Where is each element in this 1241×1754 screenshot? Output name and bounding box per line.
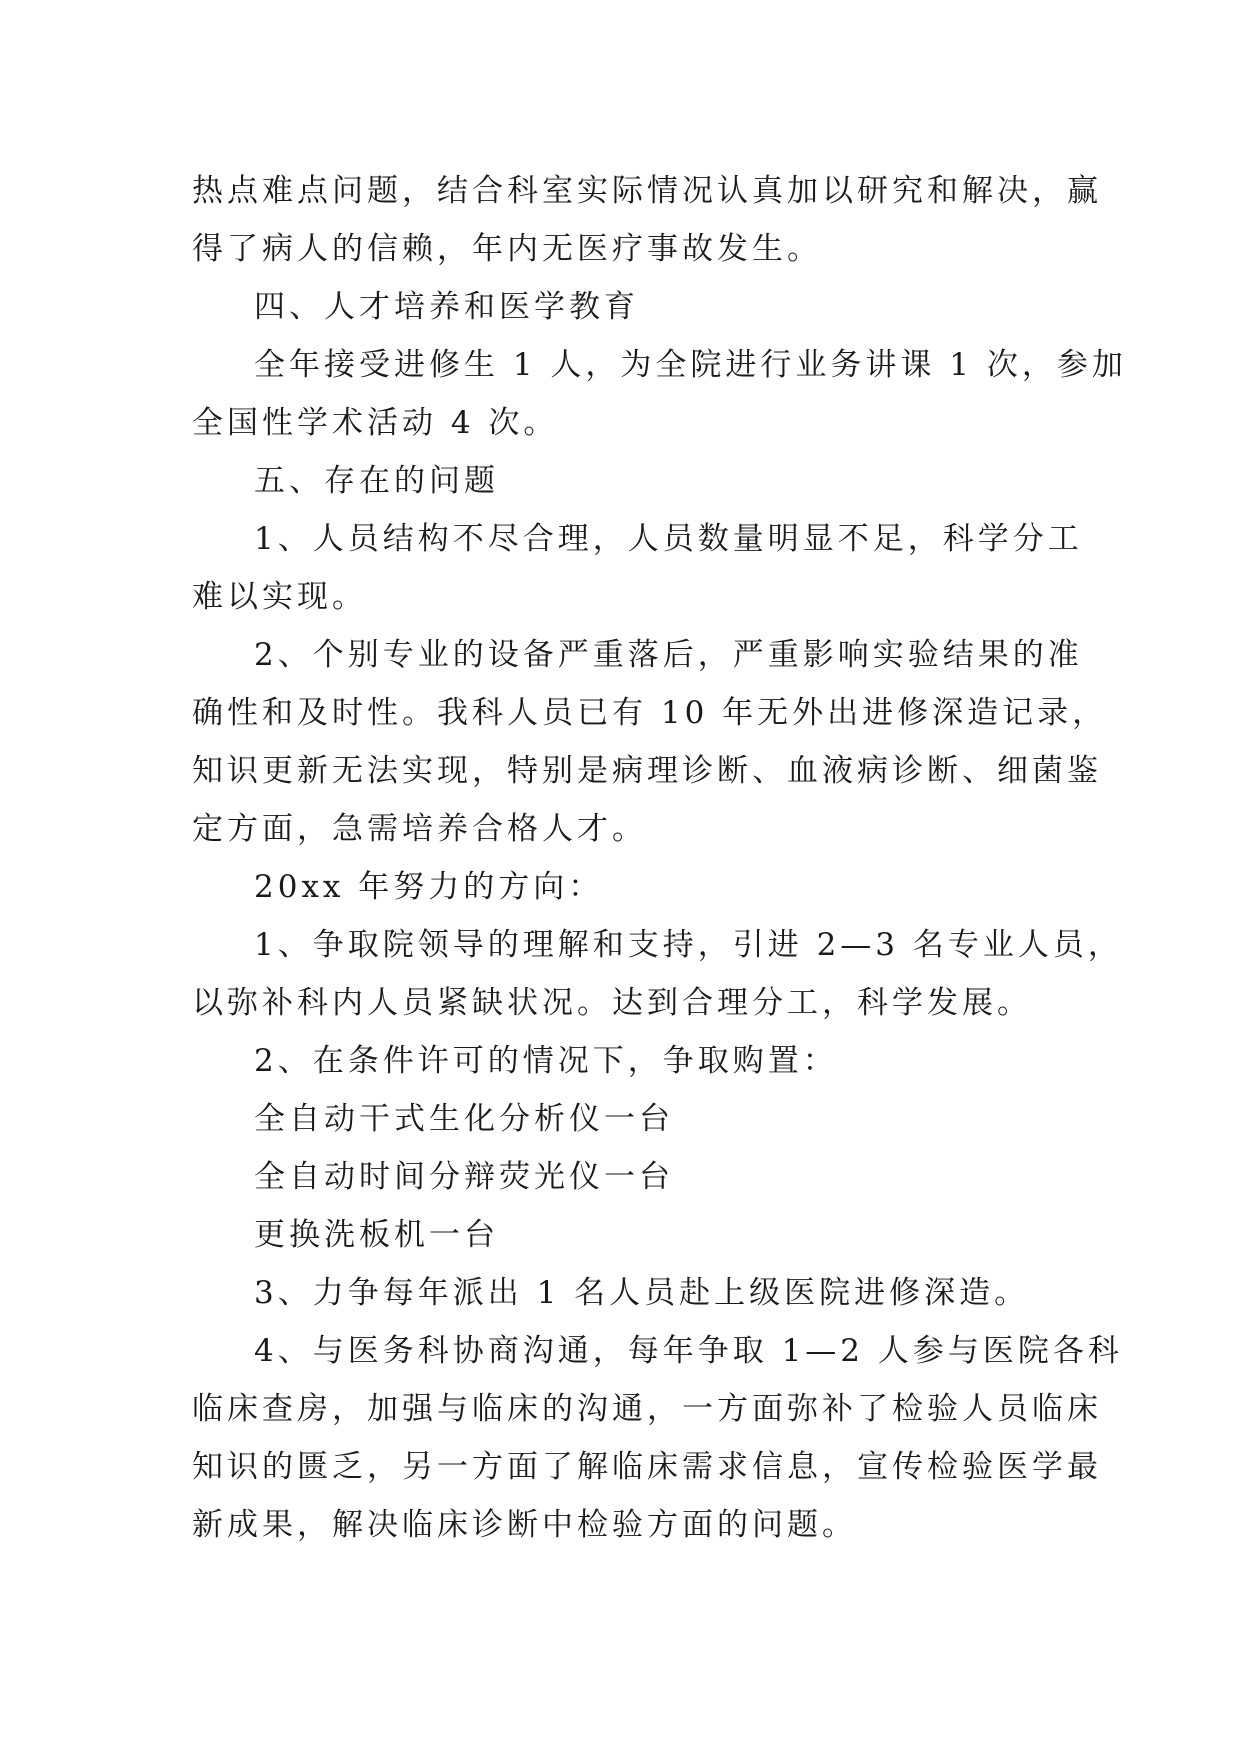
body-line: 新成果，解决临床诊断中检验方面的问题。 (192, 1507, 857, 1543)
equipment-item: 全自动干式生化分析仪一台 (254, 1101, 674, 1137)
section-heading-talent-training: 四、人才培养和医学教育 (254, 289, 639, 325)
equipment-item: 全自动时间分辩荧光仪一台 (254, 1159, 674, 1195)
body-line: 难以实现。 (192, 579, 367, 615)
body-line: 全年接受进修生 1 人，为全院进行业务讲课 1 次，参加 (254, 347, 1127, 383)
list-item-direction-1: 1、争取院领导的理解和支持，引进 2—3 名专业人员， (254, 927, 1123, 963)
body-line: 确性和及时性。我科人员已有 10 年无外出进修深造记录， (192, 695, 1108, 731)
body-line: 以弥补科内人员紧缺状况。达到合理分工，科学发展。 (192, 985, 1032, 1021)
list-item-problem-1: 1、人员结构不尽合理，人员数量明显不足，科学分工 (254, 521, 1083, 557)
body-line: 知识更新无法实现，特别是病理诊断、血液病诊断、细菌鉴 (192, 753, 1102, 789)
list-item-direction-3: 3、力争每年派出 1 名人员赴上级医院进修深造。 (254, 1275, 1030, 1311)
equipment-item: 更换洗板机一台 (254, 1217, 499, 1253)
body-line: 知识的匮乏，另一方面了解临床需求信息，宣传检验医学最 (192, 1449, 1102, 1485)
body-line: 临床查房，加强与临床的沟通，一方面弥补了检验人员临床 (192, 1391, 1102, 1427)
section-heading-existing-problems: 五、存在的问题 (254, 463, 499, 499)
section-heading-future-direction: 20xx 年努力的方向： (254, 869, 604, 905)
body-line: 定方面，急需培养合格人才。 (192, 811, 647, 847)
list-item-direction-4: 4、与医务科协商沟通，每年争取 1—2 人参与医院各科 (254, 1333, 1123, 1369)
list-item-direction-2: 2、在条件许可的情况下，争取购置： (254, 1043, 838, 1079)
body-line: 全国性学术活动 4 次。 (192, 405, 559, 441)
document-body (192, 162, 1127, 1554)
list-item-problem-2: 2、个别专业的设备严重落后，严重影响实验结果的准 (254, 637, 1083, 673)
body-line: 热点难点问题，结合科室实际情况认真加以研究和解决，赢 (192, 173, 1102, 209)
body-line: 得了病人的信赖，年内无医疗事故发生。 (192, 231, 822, 267)
